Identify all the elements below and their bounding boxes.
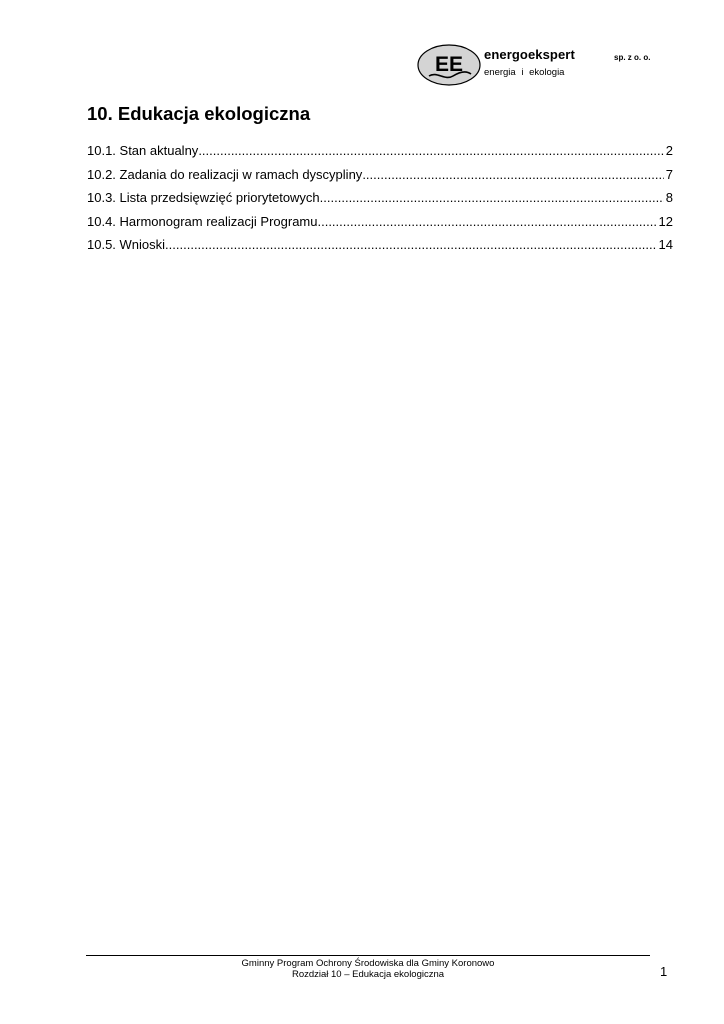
toc-dot-leader [320,189,664,206]
toc-entry-page: 8 [665,190,673,205]
toc-entry-page: 14 [658,237,673,252]
footer-document-title: Gminny Program Ochrony Środowiska dla Gminy Koronowo [241,958,495,969]
footer-divider [86,955,650,956]
company-tagline: energia i ekologia [484,67,565,78]
toc-entry-title: 10.3. Lista przedsięwzięć priorytetowych [87,190,320,205]
toc-dot-leader [198,142,663,159]
table-of-contents [87,142,673,260]
toc-entry[interactable] [87,189,673,213]
toc-entry[interactable] [87,166,673,190]
toc-entry-title: 10.4. Harmonogram realizacji Programu [87,213,318,229]
toc-entry-title: 10.2. Zadania do realizacji w ramach dyscypliny [87,166,363,182]
toc-entry[interactable] [87,236,673,260]
footer-chapter-title: Rozdział 10 – Edukacja ekologiczna [291,969,445,980]
toc-entry-page: 7 [665,166,673,182]
company-suffix: sp. z o. o. [614,53,651,62]
chapter-title: 10. Edukacja ekologiczna [87,103,311,124]
page-number: 1 [660,964,668,979]
company-logo [417,44,481,86]
toc-entry-title: 10.1. Stan aktualny [87,143,199,158]
toc-dot-leader [317,213,656,230]
toc-entry-page: 12 [658,213,673,229]
logo-initials: EE [434,53,464,76]
toc-entry[interactable] [87,142,673,166]
toc-entry-page: 2 [665,143,673,158]
toc-entry[interactable] [87,213,673,237]
toc-entry-title: 10.5. Wnioski [87,237,166,252]
company-name: energoekspert [484,47,575,62]
toc-dot-leader [165,236,656,253]
logo-emblem-icon [417,44,481,86]
toc-dot-leader [362,166,663,183]
